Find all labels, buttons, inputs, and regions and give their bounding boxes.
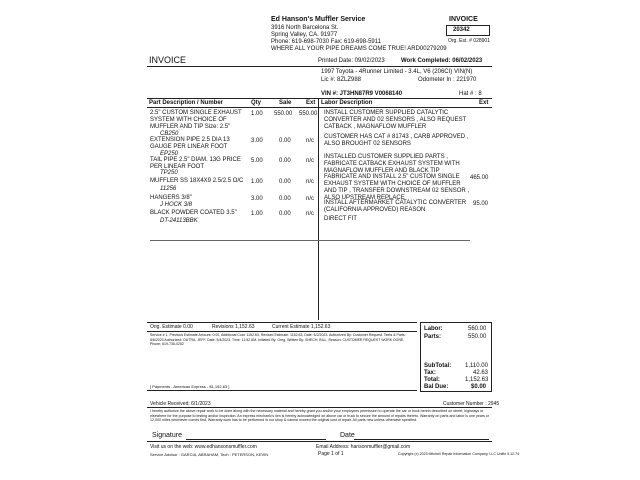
subtotal: 1,110.00 [465, 363, 488, 369]
part-number: EP250 [160, 151, 179, 157]
invoice-box-label: INVOICE [449, 16, 478, 23]
authorization-text: I hereby authorize the above repair work to be done along with the necessary material and hereby grant you and/or your employees permission to operate the car or truck herein described on street, highways or elsewhere for the purpose to testing and/or inspection. An express mechanic's lien is hereby acknowledged on above car or truck to secure the amount of repairs thereto. Warranty on parts and labor is one years or 12,000 miles whichever comes first. Warranty work has to be performed in our shop & cannot exceed the original cost of repair. All parts new unless otherwise specified. [150, 409, 489, 423]
part-sale: 0.00 [279, 158, 291, 164]
part-desc: 2.5" CUSTOM SINGLE EXHAUST SYSTEM WITH CHOICE OF MUFFLER AND TIP Size: 2.5" [150, 110, 242, 130]
odometer: Odometer In : 221970 [418, 77, 477, 83]
shop-phone: Phone: 619-698-7030 Fax: 619-698-5911 [271, 39, 381, 45]
hat-number: Hat # : 8 [459, 91, 482, 97]
labor-header-desc: Labor Description [321, 100, 373, 106]
part-desc: TAIL PIPE 2.5" DIAM. 13G PRICE PER LINEAR FOOT [150, 157, 241, 170]
tax-label: Tax: [424, 370, 436, 376]
labor-desc: INSTALLED CUSTOMER SUPPLIED PARTS , FABRICATE CATBACK EXHAUST SYSTEM WITH MAGNAFLOW MUFFLER AND BLACK TIP [324, 154, 460, 174]
page-number: Page 1 of 1 [318, 451, 344, 457]
copyright: Copyright (c) 2023 Mitchell Repair Information Company, LLC Unifie 5.12.74 [398, 452, 520, 456]
shop-name: Ed Hanson's Muffler Service [271, 16, 366, 23]
part-number: 11256 [160, 186, 177, 192]
separator-line [150, 240, 470, 241]
tax: 42.63 [473, 370, 489, 376]
part-sale: 550.00 [274, 111, 293, 117]
part-ext: n/c [306, 211, 315, 217]
current-estimate: Current Estimate 1,152.63 [272, 324, 331, 330]
part-ext: n/c [306, 138, 315, 144]
part-ext: n/c [306, 158, 315, 164]
part-qty: 5.00 [251, 158, 263, 164]
part-qty: 1.00 [251, 111, 263, 117]
part-desc: MUFFLER SS 18X4X9 2.5/2.5 O/C [150, 178, 244, 184]
original-estimate: Orig. Estimate 0.00 [150, 324, 193, 330]
subtotal-label: SubTotal: [424, 363, 452, 369]
shop-address-1: 3916 North Barcelona St. [271, 25, 339, 31]
email: Email Address: hansonmuffler@gmail.com [316, 444, 411, 450]
divider [147, 441, 492, 442]
divider [147, 407, 492, 408]
labor-desc: INSTALL CUSTOMER SUPPLIED CATALYTIC CONVERTER AND 02 SENSORS , ALSO REQUEST CATBACK , MAGNAFLOW MUFFLER [324, 110, 467, 130]
labor-desc: CUSTOMER HAS CAT # 81743 , CARB APPROVED , ALSO BROUGHT 02 SENSORS [324, 134, 469, 147]
parts-total-label: Parts: [424, 334, 442, 340]
page-title: INVOICE [149, 55, 187, 65]
labor-ext: 465.00 [470, 175, 489, 181]
part-desc: EXTENSION PIPE 2.5 DIA 13 GAUGE PER LINEAR FOOT [150, 137, 230, 150]
labor-header-ext: Ext [479, 100, 489, 106]
parts-header-ext: Ext [306, 100, 316, 106]
signature-label: Signature [152, 432, 182, 439]
labor-total: 560.00 [468, 326, 487, 332]
labor-ext: 95.00 [473, 201, 489, 207]
part-qty: 3.00 [251, 196, 263, 202]
part-qty: 1.00 [251, 211, 263, 217]
website: Visit us on the web: www.edhansonsmuffler.com [150, 444, 257, 450]
total-label: Total: [424, 377, 440, 383]
part-desc: BLACK POWDER COATED 3.5" [150, 210, 237, 216]
fine-print: Service # 1, Previous Estimate Amount: 0.00, Additional Cost: 1152.63, Revised Estimate: 1152.63, Date: 6/2/2023. Authorized By: Customer Request. Teets & Parts: 8/6/2023 Authorized: OUTRA, JEFF. Date: 5/4/2023. Time: 11:52 AM. Initiated By: Greg, Written By: SHECH, BILL, Reason: CUSTOMER REQUEST WORK DONE, Phone: 619-736-0252 [150, 333, 406, 346]
divider [147, 322, 417, 323]
part-ext: 550.00 [299, 111, 318, 117]
divider [147, 331, 417, 332]
part-ext: n/c [306, 196, 315, 202]
parts-header-sale: Sale [279, 100, 292, 106]
labor-total-label: Labor: [424, 326, 443, 332]
shop-slogan: WHERE ALL YOUR PIPE DREAMS COME TRUE! ARD00279209 [271, 46, 447, 52]
vin: VIN #: JT3HN87R9 V0068140 [321, 91, 403, 97]
revisions: Revisions 1,152.63 [212, 324, 255, 330]
date-label: Date [340, 432, 355, 439]
vehicle-description: 1997 Toyota - 4Runner Limited - 3.4L, V6 (206CI) VIN(N) [321, 69, 473, 75]
part-sale: 0.00 [279, 138, 291, 144]
payment-line: [ Payments - American Express - $1,152.63 ] [150, 384, 230, 389]
shop-address-2: Spring Valley, CA. 91977 [271, 32, 338, 38]
part-desc: HANGERS 3/8" [150, 195, 192, 201]
date-line[interactable] [354, 439, 489, 440]
parts-total: 550.00 [468, 334, 487, 340]
license: Lic #: 8ZLZ988 [321, 77, 362, 83]
parts-header-desc: Part Description / Number [149, 100, 224, 106]
part-number: DT-24113BBK [160, 218, 198, 224]
labor-desc: DIRECT FIT [324, 216, 357, 222]
parts-header-qty: Qty [251, 100, 262, 106]
divider [147, 107, 492, 108]
part-sale: 0.00 [279, 211, 291, 217]
divider [147, 66, 492, 67]
part-number: CB250 [160, 131, 179, 137]
invoice-number: 20342 [453, 27, 470, 33]
part-sale: 0.00 [279, 179, 291, 185]
customer-number: Customer Number : 2945 [443, 401, 500, 407]
column-divider [318, 98, 319, 320]
part-qty: 1.00 [251, 179, 263, 185]
labor-desc: INSTALL AFTERMARKET CATALYTIC CONVERTER (CALIFORNIA APPROVED) REASON [324, 200, 467, 213]
service-advisor: Service Advisor : GARCIA, ABRAHAM, Tech : PETERSON, KEVIN [150, 452, 269, 457]
part-number: TP250 [160, 170, 178, 176]
vehicle-received: Vehicle Received: 6/1/2023 [150, 401, 211, 407]
part-sale: 0.00 [279, 196, 291, 202]
total: 1,152.63 [465, 377, 489, 383]
part-qty: 3.00 [251, 138, 263, 144]
balance-due-label: Bal Due: [424, 384, 449, 390]
signature-line[interactable] [186, 439, 326, 440]
printed-date: Printed Date: 09/02/2023 [318, 58, 385, 64]
divider [147, 390, 417, 391]
balance-due: $0.00 [471, 384, 487, 390]
part-number: J HOCK 3/8 [160, 202, 193, 208]
divider [147, 98, 492, 99]
org-estimate: Org. Est. # 028901 [448, 38, 490, 44]
labor-desc: FABRICATE AND INSTALL 2.5" CUSTOM SINGLE EXHAUST SYSTEM WITH CHOICE OF MUFFLER AND TIP , TRANSFER DOWNSTREAM 02 SENSOR , ALSO UPSTREAM REPLACE [324, 174, 470, 201]
work-completed-date: Work Completed: 06/02/2023 [401, 58, 483, 64]
part-ext: n/c [306, 179, 315, 185]
